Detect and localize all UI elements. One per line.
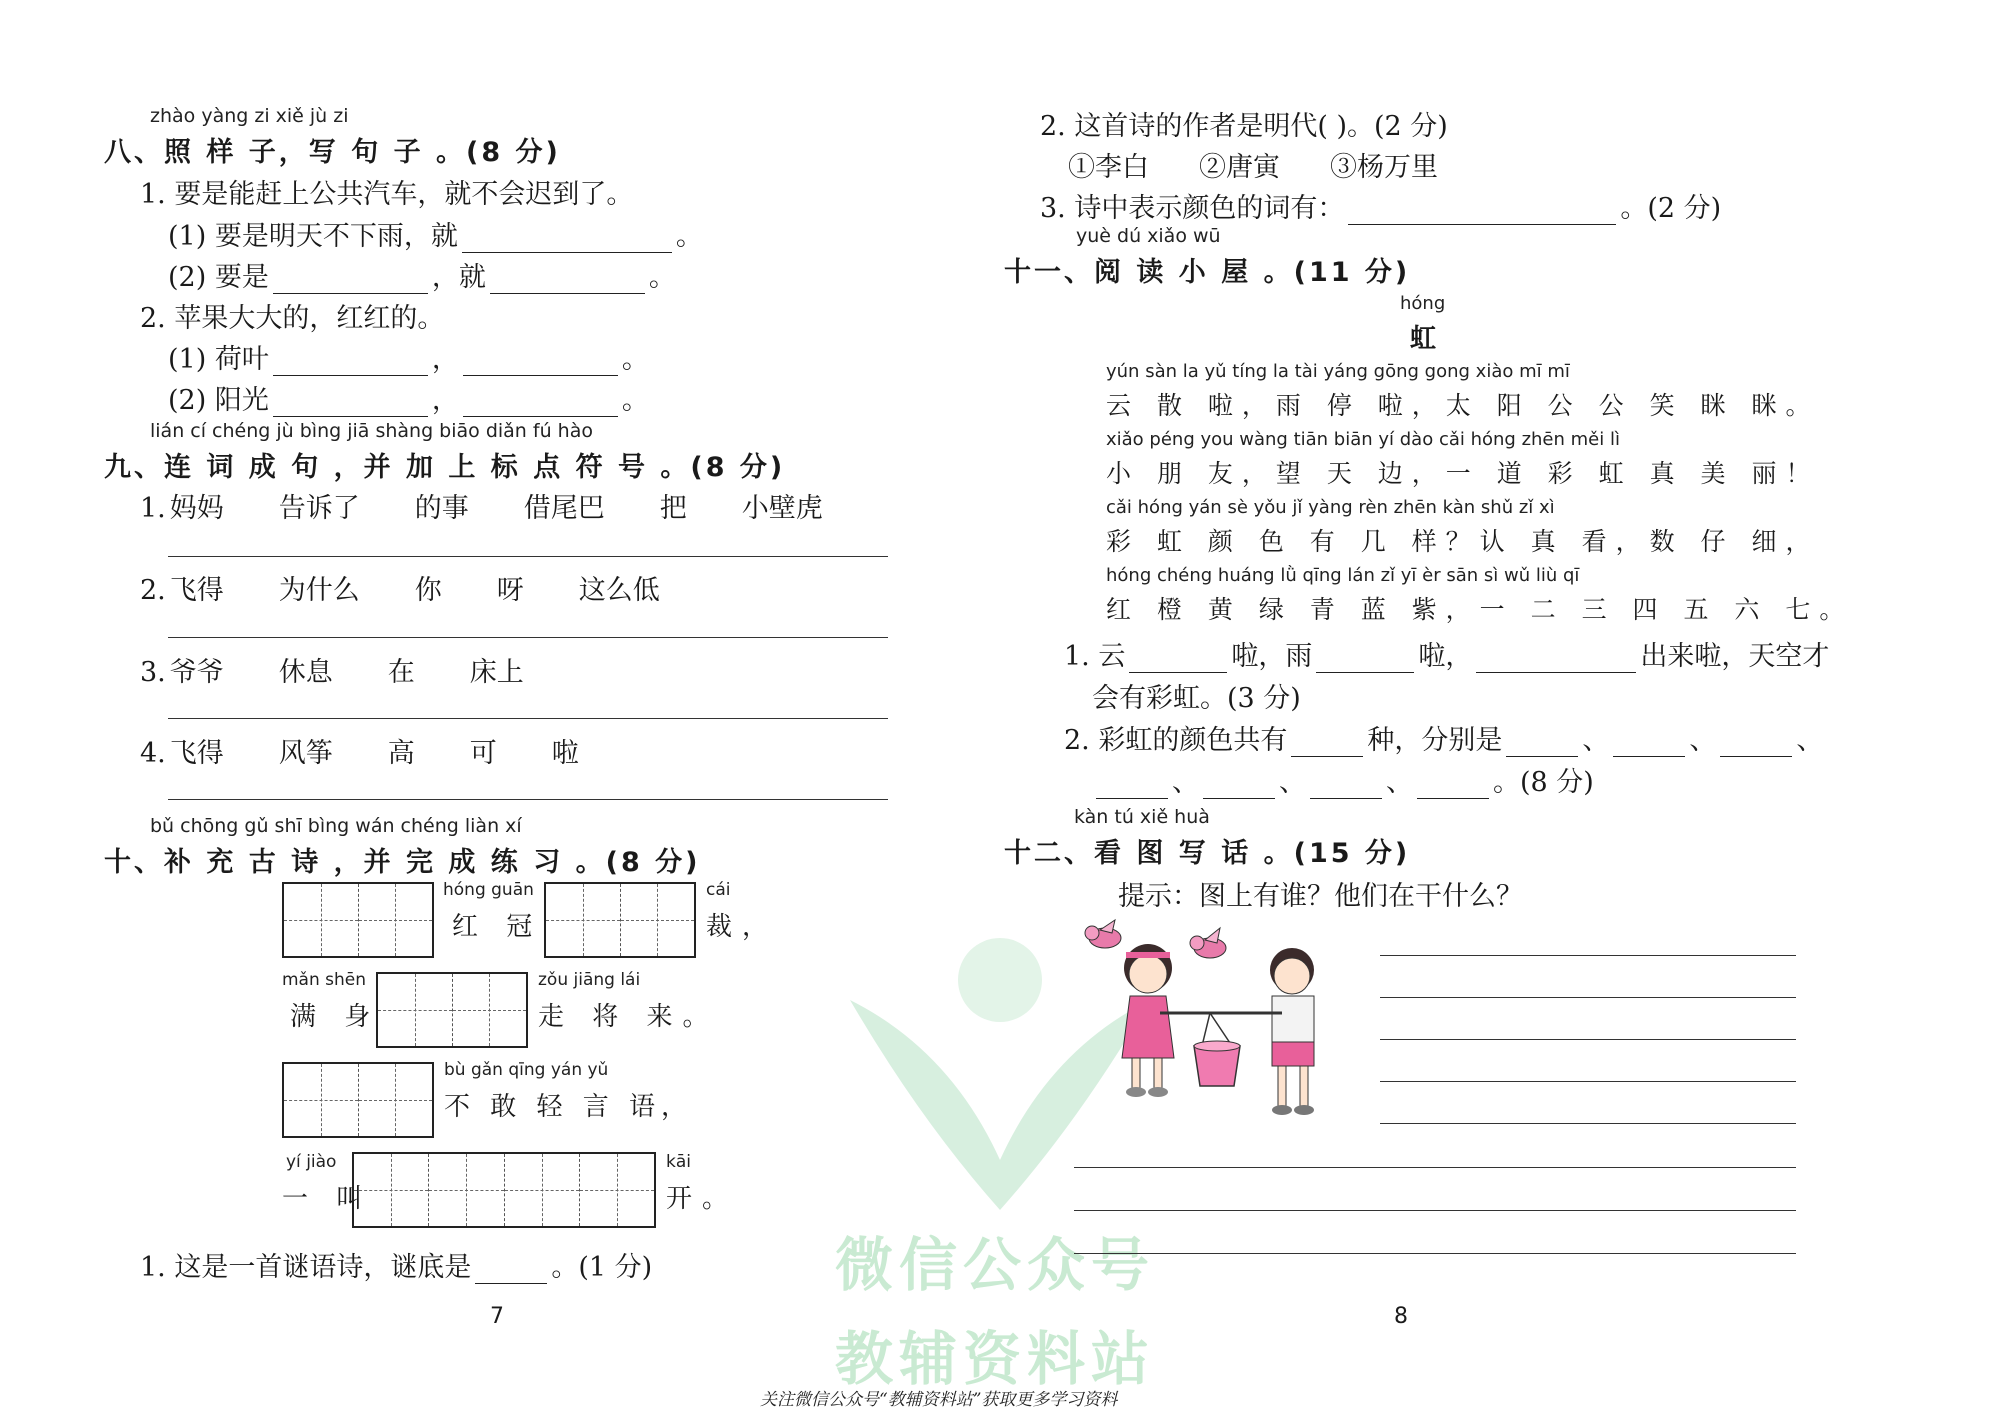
poem-l2-pinyin2: zǒu jiāng lái <box>538 970 641 990</box>
poem-l3-pinyin: bù gǎn qīng yán yǔ <box>444 1060 609 1080</box>
word: 床上 <box>469 657 524 688</box>
word: 你 <box>414 575 442 606</box>
s8-q2a-end: 。 <box>621 344 649 375</box>
s8-q1b-blank2[interactable] <box>490 269 645 294</box>
word: 这么低 <box>578 575 660 606</box>
poem-line-2: 小 朋 友，望 天 边，一 道 彩 虹 真 美 丽！ <box>1106 459 1820 488</box>
s9-row-num: 4. <box>140 738 166 769</box>
writing-line[interactable] <box>1380 1123 1796 1124</box>
s10-q1 <box>140 1245 652 1284</box>
poem-title-pinyin: hóng <box>1400 293 1446 314</box>
writing-line[interactable] <box>1380 955 1796 956</box>
word: 的事 <box>414 493 469 524</box>
s10-q1-blank[interactable] <box>475 1259 547 1284</box>
word: 飞得 <box>169 738 224 769</box>
poem-line-1-pinyin: yún sàn la yǔ tíng la tài yáng gōng gong xiào mī mī <box>1106 361 1570 382</box>
s9-answer-line-3[interactable] <box>168 718 888 719</box>
poem-l4-end: 开。 <box>666 1184 739 1214</box>
s11-q1-blank1[interactable] <box>1129 648 1227 673</box>
word: 高 <box>387 738 415 769</box>
word: 小壁虎 <box>741 493 823 524</box>
poem-l2-text: 满 身 <box>290 1002 381 1032</box>
s10-title: 十、补 充 古 诗 ，并 完 成 练 习 。(8 分) <box>104 847 701 878</box>
sep: 、 <box>1689 725 1717 756</box>
poem-grid-1b[interactable] <box>544 882 696 958</box>
writing-line[interactable] <box>1074 1210 1796 1211</box>
sep: 、 <box>1172 767 1199 798</box>
word: 妈妈 <box>169 493 224 524</box>
word: 爷爷 <box>169 657 224 688</box>
s11-q1-b: 啦，雨 <box>1231 641 1313 672</box>
s9-row-2 <box>140 568 715 607</box>
option-2[interactable]: ②唐寅 <box>1199 152 1280 183</box>
s10-q3-blank[interactable] <box>1348 200 1616 225</box>
s9-row-num: 3. <box>140 657 166 688</box>
s8-q1b-end: 。 <box>648 262 676 293</box>
word: 在 <box>387 657 415 688</box>
s11-q2-blank-count[interactable] <box>1291 732 1363 757</box>
poem-line-3-pinyin: cǎi hóng yán sè yǒu jǐ yàng rèn zhēn kàn shǔ zǐ xì <box>1106 497 1555 518</box>
s9-answer-line-4[interactable] <box>168 799 888 800</box>
s8-q2b-text: (2) 阳光 <box>168 385 269 416</box>
s9-row-1 <box>140 486 878 525</box>
s10-q2: 2. 这首诗的作者是明代( )。(2 分) <box>1040 111 1448 142</box>
word: 呀 <box>496 575 524 606</box>
s8-q2: 2. 苹果大大的，红红的。 <box>140 303 445 334</box>
word: 为什么 <box>278 575 360 606</box>
word: 风筝 <box>278 738 333 769</box>
s11-q2 <box>1064 718 1823 757</box>
watermark-line-2: 教辅资料站 <box>835 1325 1156 1393</box>
s8-q1b-text: (2) 要是 <box>168 262 269 293</box>
poem-l4-pinyin: yí jiào <box>286 1152 337 1172</box>
poem-title: 虹 <box>1410 324 1437 354</box>
poem-l4-text: 一 叫 <box>282 1184 373 1214</box>
poem-l4-pinyin2: kāi <box>666 1152 691 1172</box>
word: 可 <box>469 738 497 769</box>
sep: 、 <box>1582 725 1610 756</box>
s10-q2-options <box>1068 145 1438 184</box>
s8-q2b-comma: ， <box>431 385 459 416</box>
s10-q3-text: 3. 诗中表示颜色的词有： <box>1040 193 1345 224</box>
poem-line-4-pinyin: hóng chéng huáng lǜ qīng lán zǐ yī èr sān sì wǔ liù qī <box>1106 565 1580 586</box>
poem-grid-3[interactable] <box>282 1062 434 1138</box>
poem-line-2-pinyin: xiǎo péng you wàng tiān biān yí dào cǎi hóng zhēn měi lì <box>1106 429 1620 450</box>
s8-q1: 1. 要是能赶上公共汽车，就不会迟到了。 <box>140 179 634 210</box>
writing-line[interactable] <box>1380 1081 1796 1082</box>
s8-q2b-blank1[interactable] <box>273 392 428 417</box>
s11-q2-a: 2. 彩虹的颜色共有 <box>1064 725 1288 756</box>
page-number-left: 7 <box>490 1304 504 1329</box>
poem-line-3: 彩 虹 颜 色 有 几 样？认 真 看，数 仔 细， <box>1106 527 1820 556</box>
color-blank[interactable] <box>1096 774 1168 799</box>
writing-line[interactable] <box>1074 1253 1796 1254</box>
s11-q1-cont: 会有彩虹。(3 分) <box>1092 683 1301 714</box>
poem-grid-2[interactable] <box>376 972 528 1048</box>
s10-q3-end: 。(2 分) <box>1620 193 1722 224</box>
color-blank[interactable] <box>1203 774 1275 799</box>
s11-q2-b: 种，分别是 <box>1367 725 1503 756</box>
color-blank[interactable] <box>1613 732 1685 757</box>
color-blank[interactable] <box>1506 732 1578 757</box>
s11-pinyin: yuè dú xiǎo wū <box>1076 225 1221 247</box>
color-blank[interactable] <box>1417 774 1489 799</box>
s8-q2a-comma: ， <box>431 344 459 375</box>
s11-q2-cont <box>1092 760 1594 799</box>
s12-pinyin: kàn tú xiě huà <box>1074 806 1210 828</box>
poem-l1-end: 裁， <box>706 912 779 942</box>
sep: 、 <box>1386 767 1413 798</box>
s8-q2a-blank2[interactable] <box>463 351 618 376</box>
poem-grid-4[interactable] <box>352 1152 656 1228</box>
color-blank[interactable] <box>1310 774 1382 799</box>
word: 把 <box>659 493 687 524</box>
word: 飞得 <box>169 575 224 606</box>
watermark-line-1: 微信公众号 <box>835 1231 1156 1299</box>
poem-l1-pinyin2: cái <box>706 880 731 900</box>
writing-line[interactable] <box>1380 1039 1796 1040</box>
page-number-right: 8 <box>1394 1304 1408 1329</box>
writing-line[interactable] <box>1074 1167 1796 1168</box>
s10-q1-end: 。(1 分) <box>551 1252 653 1283</box>
s8-q2a-blank1[interactable] <box>273 351 428 376</box>
s8-q1b-blank1[interactable] <box>273 269 428 294</box>
s9-pinyin: lián cí chéng jù bìng jiā shàng biāo diǎn fú hào <box>150 420 593 442</box>
s11-title: 十一、阅 读 小 屋 。(11 分) <box>1004 257 1411 288</box>
s8-q2a-text: (1) 荷叶 <box>168 344 269 375</box>
word: 告诉了 <box>278 493 360 524</box>
poem-l1-text: 红 冠 <box>452 912 543 942</box>
s9-row-3 <box>140 650 579 689</box>
s10-pinyin: bǔ chōng gǔ shī bìng wán chéng liàn xí <box>150 815 522 837</box>
poem-l2-pinyin: mǎn shēn <box>282 970 367 990</box>
word: 借尾巴 <box>523 493 605 524</box>
s11-q1-d: 出来啦，天空才 <box>1640 641 1830 672</box>
s9-answer-line-2[interactable] <box>168 637 888 638</box>
s8-q1a-end: 。 <box>675 221 703 252</box>
s8-q2a <box>168 337 649 376</box>
s8-pinyin: zhào yàng zi xiě jù zi <box>150 105 349 127</box>
s8-q1b <box>168 255 676 294</box>
sep: 、 <box>1279 767 1306 798</box>
s8-q2b-end: 。 <box>621 385 649 416</box>
bird-icon <box>1190 928 1226 958</box>
s9-title: 九、连 词 成 句 ，并 加 上 标 点 符 号 。(8 分) <box>104 452 786 483</box>
s8-title: 八、照 样 子，写 句 子 。(8 分) <box>104 137 561 168</box>
picture-children-bucket-illustration <box>1060 918 1360 1123</box>
s11-q1-blank2[interactable] <box>1316 648 1414 673</box>
bird-icon <box>1085 920 1121 948</box>
footer-note: 关注微信公众号“教辅资料站”获取更多学习资料 <box>760 1390 1118 1410</box>
word: 休息 <box>278 657 333 688</box>
option-3[interactable]: ③杨万里 <box>1330 152 1438 183</box>
s11-q1-blank3[interactable] <box>1476 648 1636 673</box>
s11-q1-c: 啦， <box>1418 641 1473 672</box>
poem-l2-end: 走 将 来。 <box>538 1002 719 1032</box>
s11-q1-a: 1. 云 <box>1064 641 1126 672</box>
poem-line-4: 红 橙 黄 绿 青 蓝 紫，一 二 三 四 五 六 七。 <box>1106 595 1854 624</box>
s8-q1b-mid: ，就 <box>431 262 486 293</box>
poem-grid-1a[interactable] <box>282 882 434 958</box>
s9-row-4 <box>140 731 634 770</box>
s8-q2b <box>168 378 649 417</box>
poem-l1-pinyin: hóng guān <box>443 880 534 900</box>
writing-line[interactable] <box>1380 997 1796 998</box>
word: 啦 <box>551 738 579 769</box>
s9-answer-line-1[interactable] <box>168 556 888 557</box>
s10-q1-text: 1. 这是一首谜语诗，谜底是 <box>140 1252 472 1283</box>
s11-q2-end: 。(8 分) <box>1493 767 1594 798</box>
s8-q1a-text: (1) 要是明天不下雨，就 <box>168 221 458 252</box>
s9-row-num: 2. <box>140 575 166 606</box>
s11-q1 <box>1064 634 1829 673</box>
sep: 、 <box>1796 725 1824 756</box>
s8-q2b-blank2[interactable] <box>463 392 618 417</box>
s12-title: 十二、看 图 写 话 。(15 分) <box>1004 838 1411 869</box>
poem-l3-text: 不 敢 轻 言 语， <box>444 1092 694 1122</box>
s8-q1a-blank[interactable] <box>462 228 672 253</box>
s10-q3 <box>1040 186 1721 225</box>
option-1[interactable]: ①李白 <box>1068 152 1149 183</box>
color-blank[interactable] <box>1720 732 1792 757</box>
s9-row-num: 1. <box>140 493 166 524</box>
s8-q1a <box>168 214 703 253</box>
poem-line-1: 云 散 啦，雨 停 啦，太 阳 公 公 笑 眯 眯。 <box>1106 391 1820 420</box>
s12-hint: 提示：图上有谁？他们在干什么？ <box>1118 881 1523 912</box>
